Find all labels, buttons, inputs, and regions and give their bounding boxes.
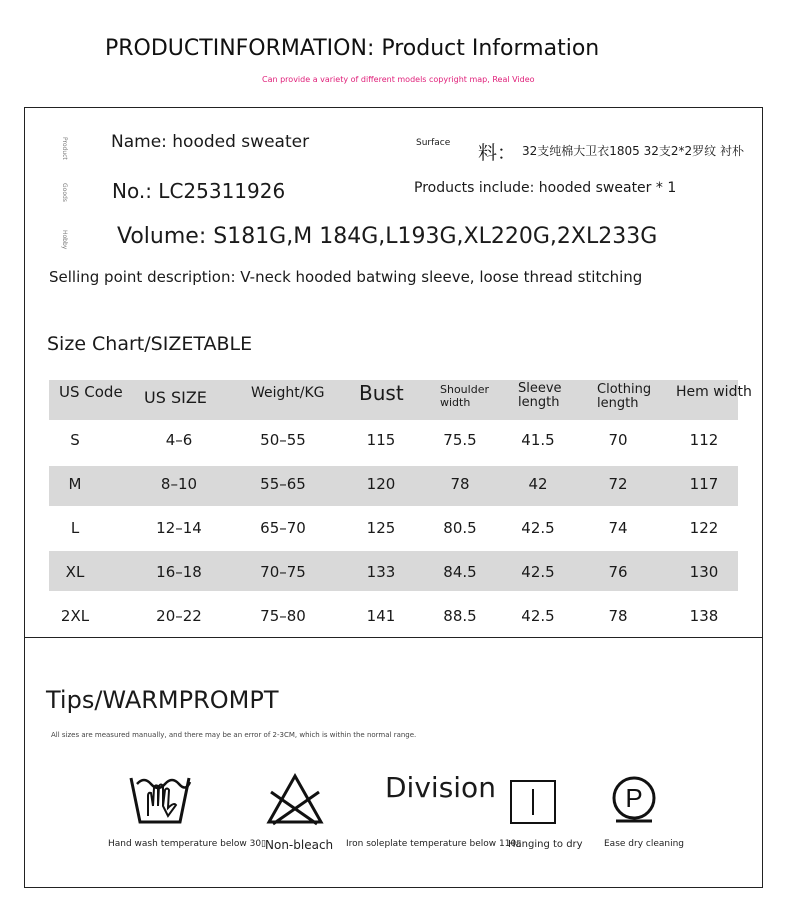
size-chart-title: Size Chart/SIZETABLE <box>47 333 253 355</box>
selling-point: Selling point description: V-neck hooded batwing sleeve, loose thread stitching <box>49 268 643 286</box>
care-label-iron: Iron soleplate temperature below 110▯ <box>346 839 522 849</box>
cell-clothing-length: 76 <box>608 563 628 581</box>
cell-hem-width: 130 <box>689 563 719 581</box>
dry-clean-icon <box>611 774 659 824</box>
cell-weight: 75–80 <box>260 607 306 625</box>
products-include: Products include: hooded sweater * 1 <box>414 180 677 196</box>
product-name: Name: hooded sweater <box>111 132 310 152</box>
cell-shoulder-width: 80.5 <box>443 519 477 537</box>
cell-hem-width: 122 <box>689 519 719 537</box>
tips-frame <box>24 638 763 888</box>
cell-bust: 115 <box>366 431 396 449</box>
cell-hem-width: 112 <box>689 431 719 449</box>
cell-sleeve-length: 42.5 <box>521 563 555 581</box>
tips-title: Tips/WARMPROMPT <box>46 686 279 714</box>
no-bleach-icon <box>265 772 325 826</box>
cell-weight: 70–75 <box>260 563 306 581</box>
cell-sleeve-length: 41.5 <box>521 431 555 449</box>
division-label: Division <box>385 771 496 804</box>
cell-us-code: L <box>70 519 80 537</box>
cell-weight: 50–55 <box>260 431 306 449</box>
header-sleeve-length: Sleeve length <box>518 381 562 410</box>
cell-us-size: 4–6 <box>165 431 193 449</box>
cell-us-size: 20–22 <box>156 607 202 625</box>
header-shoulder-width: Shoulder width <box>440 383 489 409</box>
cell-sleeve-length: 42 <box>528 475 548 493</box>
care-label-hand-wash: Hand wash temperature below 30▯ <box>108 839 267 849</box>
cell-sleeve-length: 42.5 <box>521 519 555 537</box>
page-title: PRODUCTINFORMATION: Product Information <box>105 36 600 61</box>
care-label-non-bleach: Non-bleach <box>265 838 334 852</box>
product-volume: Volume: S181G,M 184G,L193G,XL220G,2XL233G <box>117 224 658 249</box>
cell-us-size: 12–14 <box>156 519 202 537</box>
care-label-hang-dry: Hanging to dry <box>508 839 583 850</box>
side-label-goods: Goods <box>61 183 68 202</box>
header-weight: Weight/KG <box>251 385 325 401</box>
cell-us-code: S <box>70 431 80 449</box>
product-number: No.: LC25311926 <box>112 179 286 203</box>
cell-sleeve-length: 42.5 <box>521 607 555 625</box>
cell-clothing-length: 70 <box>608 431 628 449</box>
header-us-size: US SIZE <box>144 388 207 407</box>
cell-bust: 141 <box>366 607 396 625</box>
cell-clothing-length: 78 <box>608 607 628 625</box>
cell-clothing-length: 74 <box>608 519 628 537</box>
hand-wash-icon <box>128 772 192 828</box>
hang-dry-icon <box>509 779 557 825</box>
cell-shoulder-width: 78 <box>450 475 470 493</box>
cell-hem-width: 117 <box>689 475 719 493</box>
cell-us-code: XL <box>65 563 85 581</box>
header-clothing-length: Clothing length <box>597 382 652 411</box>
cell-bust: 125 <box>366 519 396 537</box>
cell-us-size: 16–18 <box>156 563 202 581</box>
cell-us-size: 8–10 <box>160 475 198 493</box>
cell-clothing-length: 72 <box>608 475 628 493</box>
side-label-product: Product <box>61 137 68 160</box>
material-char: 料： <box>478 142 517 164</box>
cell-us-code: 2XL <box>60 607 90 625</box>
page-subtitle: Can provide a variety of different models copyright map, Real Video <box>262 75 535 84</box>
surface-label: Surface <box>416 138 451 148</box>
header-us-code: US Code <box>59 383 123 401</box>
svg-text:P: P <box>625 783 643 813</box>
cell-bust: 120 <box>366 475 396 493</box>
tips-note: All sizes are measured manually, and there may be an error of 2-3CM, which is within the normal range. <box>51 731 417 739</box>
cell-hem-width: 138 <box>689 607 719 625</box>
cell-bust: 133 <box>366 563 396 581</box>
cell-shoulder-width: 84.5 <box>443 563 477 581</box>
care-label-dry-clean: Ease dry cleaning <box>604 839 685 849</box>
cell-shoulder-width: 75.5 <box>443 431 477 449</box>
header-hem-width: Hem width <box>676 384 752 400</box>
side-label-hobby: Hobby <box>61 230 68 250</box>
cell-us-code: M <box>68 475 82 493</box>
header-bust: Bust <box>359 381 404 405</box>
cell-weight: 65–70 <box>260 519 306 537</box>
cell-weight: 55–65 <box>260 475 306 493</box>
cell-shoulder-width: 88.5 <box>443 607 477 625</box>
material-value: 32支纯棉大卫衣1805 32支2*2罗纹 衬朴 <box>522 144 744 158</box>
